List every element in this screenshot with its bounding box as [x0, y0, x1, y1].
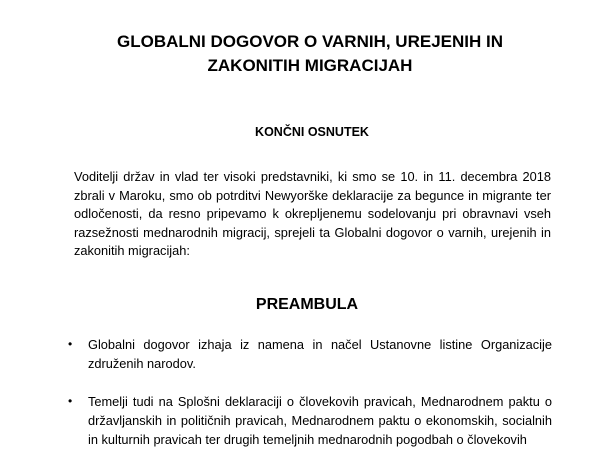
- document-title: [100, 30, 520, 78]
- bullet-dot-icon: •: [68, 394, 73, 408]
- bullet-text: Globalni dogovor izhaja iz namena in načel Ustanovne listine Organizacije združenih narodov.: [88, 337, 552, 371]
- intro-paragraph: Voditelji držav in vlad ter visoki predstavniki, ki smo se 10. in 11. decembra 2018 zbrali v Maroku, smo ob potrditvi Newyorške deklaracije za begunce in migrante ter odločenosti, da resno pripevamo k okrepljenemu sodelovanju pri obravnavi vseh razsežnosti mednarodnih migracij, sprejeli ta Globalni dogovor o varnih, urejenih in zakonitih migracijah:: [74, 169, 551, 259]
- section-heading-preamble: PREAMBULA: [255, 296, 359, 313]
- list-item: [68, 335, 552, 373]
- bullet-text: Temelji tudi na Splošni deklaraciji o človekovih pravicah, Mednarodnem paktu o državljanskih in političnih pravicah, Mednarodnem paktu o ekonomskih, socialnih in kulturnih pravicah ter drugih temeljnih mednarodnih pogodbah o človekovih: [88, 394, 552, 447]
- list-item: [68, 392, 552, 449]
- preamble-bullet-list: [68, 335, 552, 468]
- bullet-dot-icon: •: [68, 337, 73, 351]
- document-subtitle: KONČNI OSNUTEK: [255, 125, 369, 139]
- title-line-2: ZAKONITIH MIGRACIJAH: [207, 56, 413, 75]
- title-line-1: GLOBALNI DOGOVOR O VARNIH, UREJENIH IN: [117, 32, 503, 51]
